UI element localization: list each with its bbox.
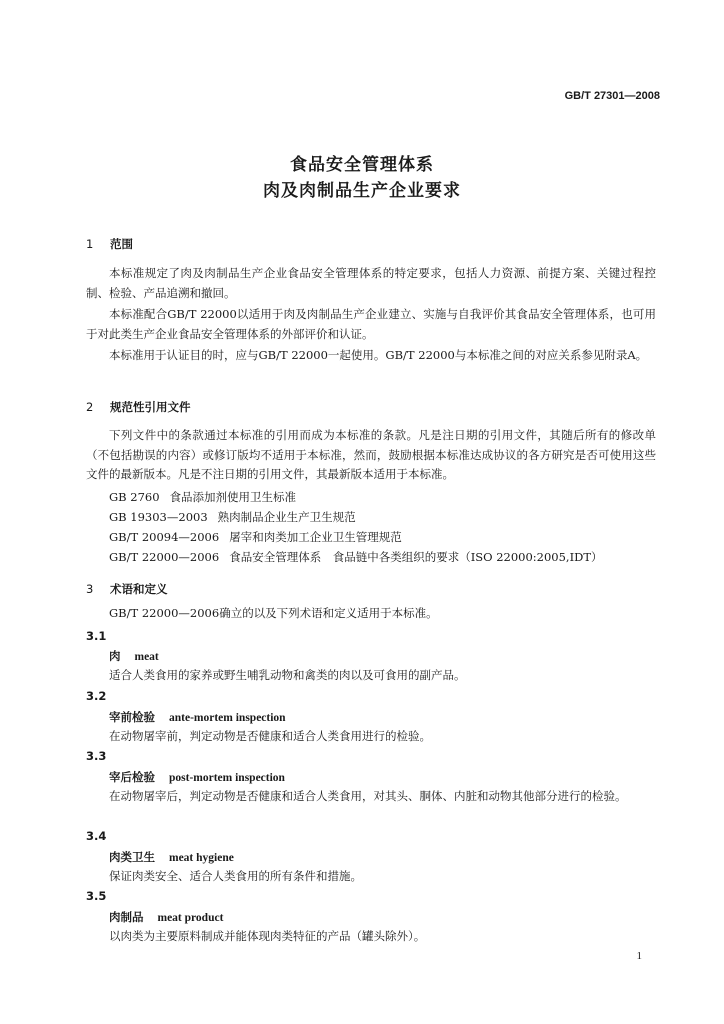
standard-code: GB/T 27301—2008 (564, 90, 660, 102)
term-title (109, 909, 223, 925)
term-number: 3.4 (86, 829, 107, 843)
term-definition: 适合人类食用的家养或野生哺乳动物和禽类的肉以及可食用的副产品。 (109, 668, 466, 682)
section-1-paragraph-3: 本标准用于认证目的时，应与GB/T 22000一起使用。GB/T 22000与本标准之间的对应关系参见附录A。 (109, 348, 648, 362)
section-3-heading (86, 581, 168, 597)
term-en: meat product (157, 912, 224, 924)
term-zh: 肉 (109, 649, 121, 663)
page-number: 1 (636, 950, 642, 962)
term-number: 3.5 (86, 889, 107, 903)
term-en: meat hygiene (169, 852, 234, 864)
reference-code: GB/T 20094—2006 (109, 530, 220, 544)
section-1-paragraph-2: 本标准配合GB/T 22000以适用于肉及肉制品生产企业建立、实施与自我评价其食品安全管理体系，也可用于对此类生产企业食品安全管理体系的外部评价和认证。 (86, 307, 656, 341)
term-number: 3.3 (86, 749, 107, 763)
section-1-heading (86, 236, 133, 252)
term-definition: 保证肉类安全、适合人类食用的所有条件和措施。 (109, 869, 362, 883)
section-title: 术语和定义 (110, 582, 168, 596)
term-zh: 肉类卫生 (109, 850, 155, 864)
reference-code: GB/T 22000—2006 (109, 550, 220, 564)
term-definition: 在动物屠宰前，判定动物是否健康和适合人类食用进行的检验。 (109, 729, 431, 743)
reference-name: 食品添加剂使用卫生标准 (169, 490, 297, 504)
reference-code: GB 2760 (109, 490, 160, 504)
term-zh: 宰前检验 (109, 710, 155, 724)
term-zh: 宰后检验 (109, 770, 155, 784)
term-zh: 肉制品 (109, 910, 144, 924)
term-title (109, 849, 234, 865)
term-title (109, 769, 285, 785)
section-2-paragraph-1: 下列文件中的条款通过本标准的引用而成为本标准的条款。凡是注日期的引用文件，其随后所有的修改单（不包括勘误的内容）或修订版均不适用于本标准，然而，鼓励根据本标准达成协议的各方研究是否可使用这些文件的最新版本。凡是不注日期的引用文件，其最新版本适用于本标准。 (86, 428, 656, 481)
term-en: ante-mortem inspection (169, 712, 286, 724)
term-definition: 在动物屠宰后，判定动物是否健康和适合人类食用，对其头、胴体、内脏和动物其他部分进行的检验。 (109, 789, 627, 803)
section-number: 2 (86, 400, 94, 414)
term-en: meat (134, 651, 159, 663)
term-title (109, 709, 286, 725)
reference-name: 食品安全管理体系 食品链中各类组织的要求（ISO 22000:2005,IDT） (229, 550, 603, 564)
section-number: 3 (86, 582, 94, 596)
section-title: 范围 (110, 237, 133, 251)
document-title-line2: 肉及肉制品生产企业要求 (263, 181, 461, 201)
section-1-paragraph-1: 本标准规定了肉及肉制品生产企业食品安全管理体系的特定要求，包括人力资源、前提方案、关键过程控制、检验、产品追溯和撤回。 (86, 266, 656, 300)
section-2-heading (86, 399, 191, 415)
reference-code: GB 19303—2003 (109, 510, 208, 524)
normative-reference (109, 509, 356, 525)
term-en: post-mortem inspection (169, 772, 285, 784)
normative-reference (109, 489, 296, 505)
reference-name: 屠宰和肉类加工企业卫生管理规范 (229, 530, 402, 544)
document-title-line1: 食品安全管理体系 (290, 155, 434, 175)
section-number: 1 (86, 237, 94, 251)
normative-reference (109, 549, 603, 565)
reference-name: 熟肉制品企业生产卫生规范 (217, 510, 356, 524)
term-number: 3.1 (86, 629, 107, 643)
normative-reference (109, 529, 402, 545)
term-number: 3.2 (86, 689, 107, 703)
section-3-intro: GB/T 22000—2006确立的以及下列术语和定义适用于本标准。 (109, 606, 438, 620)
term-title (109, 648, 159, 664)
section-title: 规范性引用文件 (110, 400, 191, 414)
term-definition: 以肉类为主要原料制成并能体现肉类特征的产品（罐头除外）。 (109, 929, 426, 943)
